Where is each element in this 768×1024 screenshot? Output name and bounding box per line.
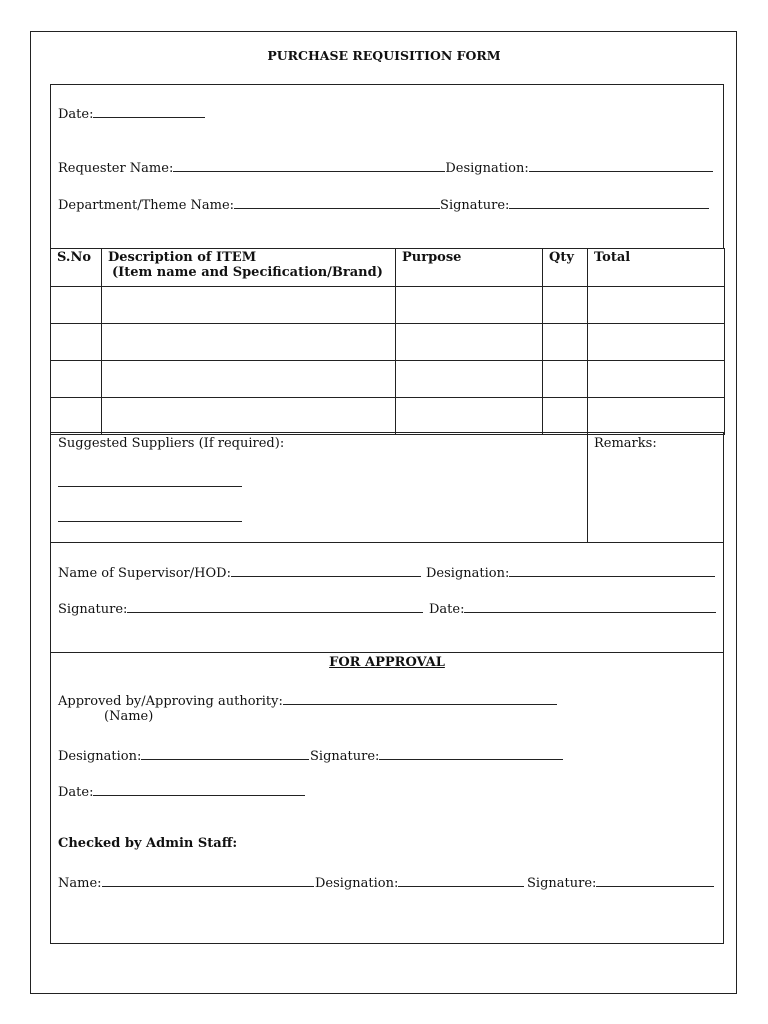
col-total: Total	[588, 249, 725, 287]
date-field[interactable]	[58, 104, 205, 122]
approval-date-label: Date:	[58, 785, 94, 800]
table-cell[interactable]	[102, 361, 396, 398]
items-table	[50, 248, 725, 435]
remarks-label: Remarks:	[594, 436, 657, 451]
signature-line[interactable]	[509, 195, 709, 209]
table-cell[interactable]	[588, 287, 725, 324]
supervisor-section	[50, 542, 724, 653]
col-description	[102, 249, 396, 287]
designation-line[interactable]	[529, 158, 713, 172]
supervisor-name-label: Name of Supervisor/HOD:	[58, 566, 231, 581]
admin-name-label: Name:	[58, 876, 102, 891]
requester-name-label: Requester Name:	[58, 161, 174, 176]
supplier-input-2[interactable]	[58, 508, 242, 522]
table-cell[interactable]	[543, 398, 588, 435]
approval-signature-field[interactable]	[310, 746, 563, 764]
approval-signature-line[interactable]	[379, 746, 563, 760]
table-row	[51, 361, 725, 398]
table-row	[51, 287, 725, 324]
admin-designation-field[interactable]	[315, 873, 524, 891]
admin-signature-line[interactable]	[596, 873, 714, 887]
approved-by-field[interactable]	[58, 691, 557, 709]
checked-by-label: Checked by Admin Staff:	[58, 836, 238, 851]
approval-signature-label: Signature:	[310, 749, 380, 764]
supervisor-date-label: Date:	[429, 602, 465, 617]
department-field[interactable]	[58, 195, 709, 213]
approval-designation-line[interactable]	[141, 746, 309, 760]
table-cell[interactable]	[396, 398, 543, 435]
approved-by-label: Approved by/Approving authority:	[58, 694, 283, 709]
table-cell[interactable]	[588, 398, 725, 435]
requester-name-line[interactable]	[173, 158, 445, 172]
table-cell[interactable]	[396, 324, 543, 361]
table-cell[interactable]	[51, 324, 102, 361]
table-header-row	[51, 249, 725, 287]
admin-signature-field[interactable]	[527, 873, 714, 891]
admin-name-field[interactable]	[58, 873, 314, 891]
supervisor-designation-label: Designation:	[426, 566, 510, 581]
supplier-line-1[interactable]	[58, 473, 242, 491]
admin-name-line[interactable]	[102, 873, 314, 887]
approval-designation-label: Designation:	[58, 749, 142, 764]
table-cell[interactable]	[102, 398, 396, 435]
table-cell[interactable]	[588, 324, 725, 361]
date-line[interactable]	[93, 104, 205, 118]
supervisor-designation-line[interactable]	[509, 563, 715, 577]
col-purpose: Purpose	[396, 249, 543, 287]
table-cell[interactable]	[543, 324, 588, 361]
suppliers-label: Suggested Suppliers (If required):	[58, 436, 285, 451]
table-cell[interactable]	[51, 361, 102, 398]
table-cell[interactable]	[396, 287, 543, 324]
table-cell[interactable]	[102, 324, 396, 361]
supervisor-date-field[interactable]	[429, 599, 716, 617]
approval-date-field[interactable]	[58, 782, 305, 800]
col-description-title: Description of ITEM	[108, 250, 257, 265]
supervisor-signature-field[interactable]	[58, 599, 423, 617]
table-cell[interactable]	[102, 287, 396, 324]
col-qty: Qty	[543, 249, 588, 287]
admin-designation-label: Designation:	[315, 876, 399, 891]
table-cell[interactable]	[396, 361, 543, 398]
col-description-sub: (Item name and Specification/Brand)	[112, 265, 383, 280]
date-label: Date:	[58, 107, 94, 122]
supervisor-signature-label: Signature:	[58, 602, 128, 617]
department-label: Department/Theme Name:	[58, 198, 235, 213]
department-line[interactable]	[234, 195, 440, 209]
approved-by-name-hint: (Name)	[104, 709, 154, 724]
table-cell[interactable]	[51, 287, 102, 324]
table-cell[interactable]	[51, 398, 102, 435]
approval-designation-field[interactable]	[58, 746, 309, 764]
supervisor-designation-field[interactable]	[426, 563, 715, 581]
supervisor-name-line[interactable]	[231, 563, 421, 577]
supervisor-signature-line[interactable]	[127, 599, 423, 613]
table-cell[interactable]	[543, 287, 588, 324]
approved-by-line[interactable]	[283, 691, 557, 705]
admin-signature-label: Signature:	[527, 876, 597, 891]
form-title: PURCHASE REQUISITION FORM	[267, 48, 501, 63]
approval-date-line[interactable]	[93, 782, 305, 796]
table-cell[interactable]	[543, 361, 588, 398]
table-row	[51, 324, 725, 361]
supplier-input-1[interactable]	[58, 473, 242, 487]
signature-label: Signature:	[440, 198, 510, 213]
supplier-line-2[interactable]	[58, 508, 242, 526]
approval-title: FOR APPROVAL	[329, 655, 445, 670]
admin-designation-line[interactable]	[398, 873, 524, 887]
requester-name-field[interactable]	[58, 158, 713, 176]
col-sno: S.No	[51, 249, 102, 287]
supervisor-name-field[interactable]	[58, 563, 421, 581]
supervisor-date-line[interactable]	[464, 599, 716, 613]
remarks-divider	[587, 432, 588, 543]
table-row	[51, 398, 725, 435]
table-cell[interactable]	[588, 361, 725, 398]
designation-label: Designation:	[445, 161, 529, 176]
